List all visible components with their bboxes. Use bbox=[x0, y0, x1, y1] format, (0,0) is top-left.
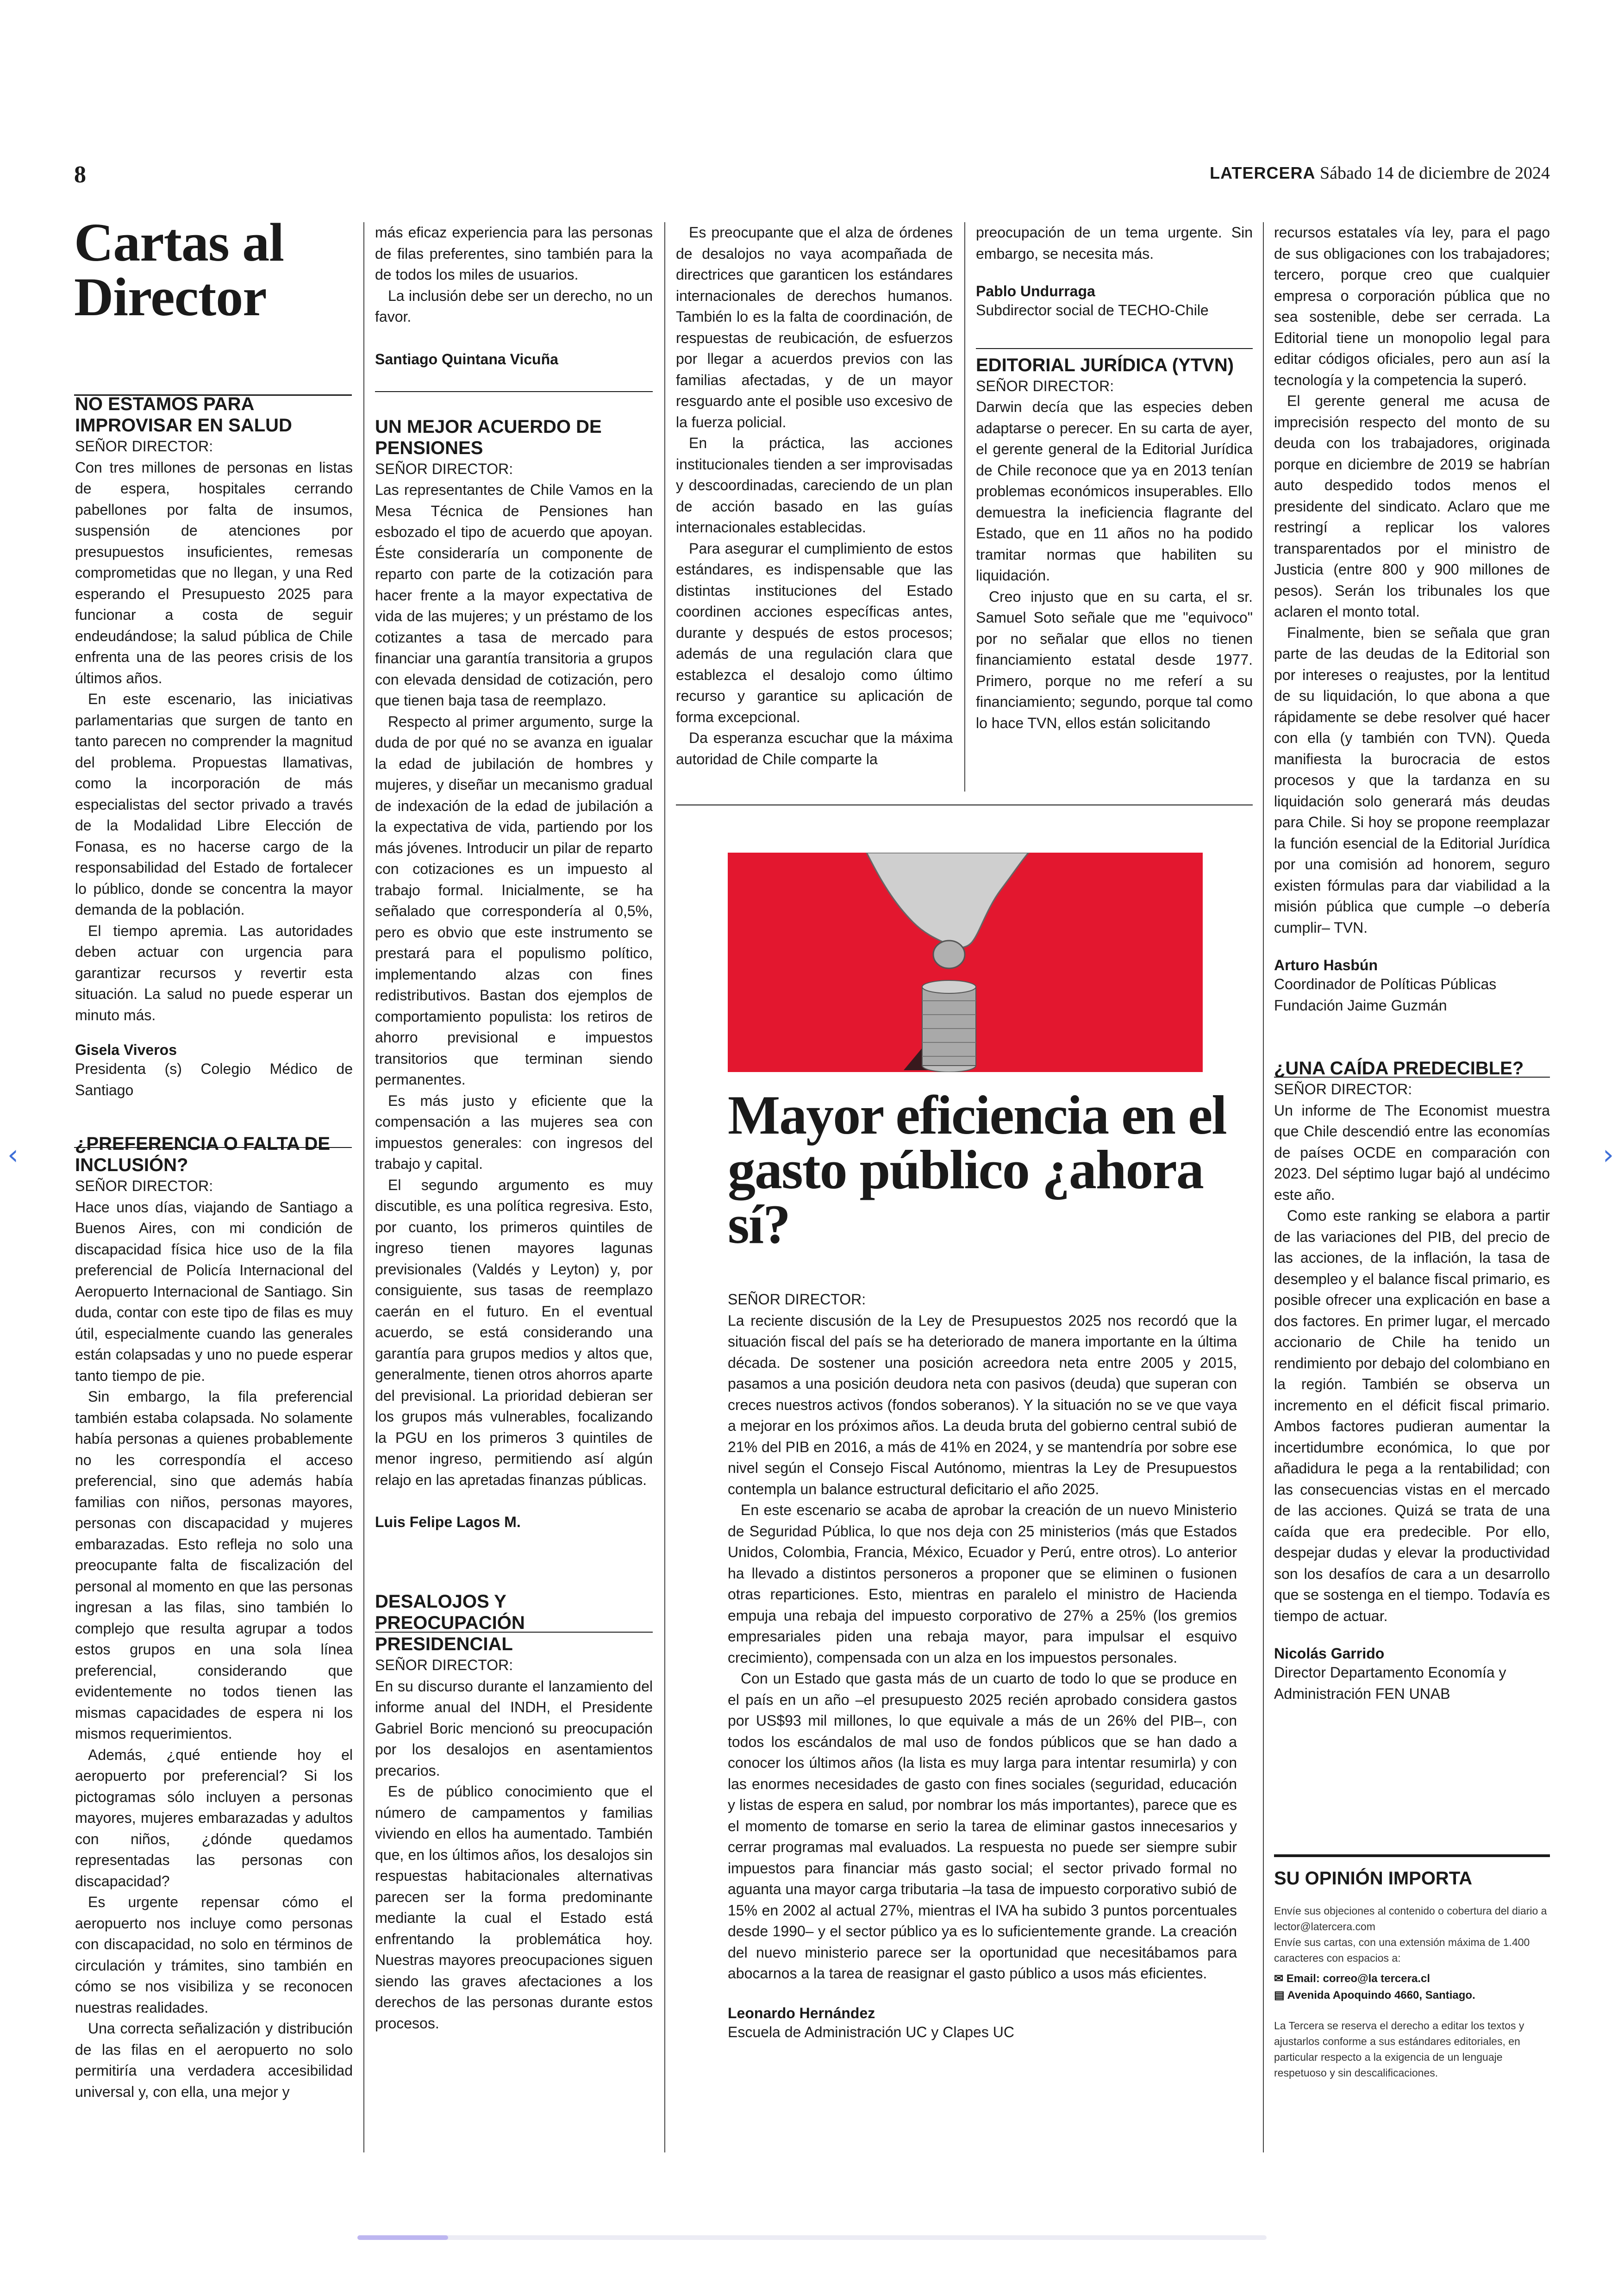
letter-paragraph: Creo injusto que en su carta, el sr. Samuel Soto señale que me "equivoco" por no señalar que ellos no tienen financiamiento estatal desde 1977. Primero, porque no me referí a su financiamiento; segundo, porque tal como lo hace TVN, ellos están solicitando bbox=[976, 588, 1253, 731]
letter-paragraph: Un informe de The Economist muestra que Chile descendió entre las economías de países OCDE en comparación con 2023. Del séptimo lugar bajó al undécimo este año. bbox=[1274, 1102, 1550, 1203]
signature-role: Administración FEN UNAB bbox=[1274, 1685, 1450, 1702]
letter-paragraph: En este escenario se acaba de aprobar la creación de un nuevo Ministerio de Seguridad Pública, lo que nos deja con 25 ministerios (más que Estados Unidos, Colombia, Francia, México, Ecuador y Perú, entre otros). Lo anterior ha llevado a distintos personeros a proponer que se eliminen o fusionen otras reparticiones. Esto, mientras en paralelo el ministro de Hacienda empuja una rebaja del impuesto corporativo de 27% a 25% (los gremios empresariales piden una rebaja mayor, para impulsar el esquivo crecimiento), compensada con un alza en los impuestos personales. bbox=[728, 1502, 1237, 1666]
signature-role: Fundación Jaime Guzmán bbox=[1274, 997, 1447, 1014]
letter-paragraph: En este escenario, las iniciativas parlamentarias que surgen de tanto en tanto parecen no comprender la magnitud del problema. Propuestas llamativas, como la incorporación de más especialistas del sector privado a través de la Modalidad Libre Elección de Fonasa, es no hacerse cargo de la responsabilidad del Estado de fortalecer lo público, donde se concentra la mayor demanda de la población. bbox=[75, 691, 353, 918]
letter-paragraph: Las representantes de Chile Vamos en la Mesa Técnica de Pensiones han esbozado el tipo de acuerdo que apoyan. Éste consideraría un componente de reparto con parte de la cotización para hacer frente a la mayor expectativa de vida de las mujeres; y un préstamo de los cotizantes a tasa de mercado para financiar una garantía transitoria a grupos con elevada densidad de cotización, pero que tienen baja tasa de reemplazo. bbox=[375, 481, 653, 709]
letter-paragraph: Es urgente repensar cómo el aeropuerto nos incluye como personas con discapacidad, no solo en términos de circulación y trámites, sino también en cómo se nos visibiliza y se reconocen nuestras realidades. bbox=[75, 1894, 353, 2016]
letter-paragraph: Para asegurar el cumplimiento de estos estándares, es indispensable que las distintas instituciones del Estado coordinen acciones específicas antes, durante y después de estos procesos; además de una regulación clara que establezca el desalojo como último recurso y garantice su aplicación de forma excepcional. bbox=[676, 540, 953, 725]
signature-name: Pablo Undurraga bbox=[976, 283, 1095, 299]
column-3 bbox=[676, 222, 953, 770]
letter-paragraph: Es preocupante que el alza de órdenes de desalojos no vaya acompañada de directrices que garanticen los estándares internacionales de derechos humanos. También lo es la falta de coordinación, de respuestas de reubicación, de esfuerzos por llegar a acuerdos previos con las familias afectadas, y de un mayor resguardo ante el posible uso excesivo de la fuerza policial. bbox=[676, 224, 953, 430]
feature-photo bbox=[728, 853, 1203, 1072]
letter-paragraph: preocupación de un tema urgente. Sin embargo, se necesita más. bbox=[976, 224, 1253, 262]
column-rule bbox=[964, 222, 965, 792]
salutation: SEÑOR DIRECTOR: bbox=[976, 377, 1114, 394]
letter-paragraph: La inclusión debe ser un derecho, no un favor. bbox=[375, 287, 653, 325]
letter-paragraph: En su discurso durante el lanzamiento del informe anual del INDH, el Presidente Gabriel Boric mencionó su preocupación por los desalojos en asentamientos precarios. bbox=[375, 1678, 653, 1779]
coin-stack-illustration bbox=[728, 853, 1203, 1072]
next-page-arrow-icon[interactable]: › bbox=[1603, 1139, 1614, 1171]
page-scrollbar[interactable] bbox=[357, 2235, 1267, 2240]
letter-paragraph: Sin embargo, la fila preferencial también estaba colapsada. No solamente había personas a quienes probablemente no les correspondía el acceso preferencial, sino que además había familias con niños, personas mayores, personas con discapacidad y mujeres embarazadas. Esto refleja no solo una preocupante falta de fiscalización del personal al momento en que las personas ingresan a las filas, sino también lo complejo que resulta agrupar a todos estos grupos en una sola línea preferencial, considerando que evidentemente no todos tienen las mismas capacidades de espera ni los mismos requerimientos. bbox=[75, 1388, 353, 1742]
letter-paragraph: más eficaz experiencia para las personas de filas preferentes, sino también para la de todos los miles de usuarios. bbox=[375, 224, 653, 283]
letter-headline: ¿UNA CAÍDA PREDECIBLE? bbox=[1274, 1058, 1524, 1079]
letter-headline: NO ESTAMOS PARA IMPROVISAR EN SALUD bbox=[75, 394, 292, 436]
signature-name: Luis Felipe Lagos M. bbox=[375, 1514, 521, 1530]
letter-paragraph: Con tres millones de personas en listas de espera, hospitales cerrando pabellones por falta de insumos, suspensión de atenciones por presupuestos insuficientes, remesas comprometidas que no llegan, y una Red esperando el Presupuesto 2025 para funcionar a costa de seguir endeudándose; la salud pública de Chile enfrenta una de las peores crisis de los últimos años. bbox=[75, 459, 353, 686]
letter-paragraph: recursos estatales vía ley, para el pago de sus obligaciones con los trabajadores; tercero, porque creo que cualquier empresa o corporación pública que no sea sostenible, debe ser cerrada. La Editorial tiene un monopolio legal para editar códigos oficiales, pero aun así la tecnología y la competencia la superó. bbox=[1274, 224, 1550, 388]
divider bbox=[676, 804, 1253, 805]
column-rule bbox=[664, 222, 665, 2152]
signature-name: Santiago Quintana Vicuña bbox=[375, 350, 558, 368]
letter-paragraph: Una correcta señalización y distribución de las filas en el aeropuerto no solo permitiría una verdadera accesibilidad universal y, con ella, una mejor y bbox=[75, 2020, 353, 2100]
signature-role: Escuela de Administración UC y Clapes UC bbox=[728, 2023, 1014, 2040]
page-scrollbar-thumb[interactable] bbox=[357, 2235, 448, 2240]
signature-name: Arturo Hasbún bbox=[1274, 957, 1378, 973]
column-2 bbox=[375, 222, 653, 2034]
signature-name: Leonardo Hernández bbox=[728, 2004, 875, 2021]
letter-paragraph: Hace unos días, viajando de Santiago a Buenos Aires, con mi condición de discapacidad física hice uso de la fila preferencial de Policía Internacional del Aeropuerto Internacional de Santiago. Sin duda, contar con este tipo de filas es muy útil, especialmente cuando las generales están colapsadas y uno no puede esperar tanto tiempo de pie. bbox=[75, 1198, 353, 1384]
column-1 bbox=[75, 393, 353, 2102]
signature-role: Presidenta (s) Colegio Médico de Santiago bbox=[75, 1060, 353, 1098]
column-rule bbox=[1263, 222, 1264, 2152]
signature-role: Subdirector social de TECHO-Chile bbox=[976, 302, 1209, 318]
letter-paragraph: El tiempo apremia. Las autoridades deben actuar con urgencia para garantizar recursos y revertir esta situación. La salud no puede esperar un minuto más. bbox=[75, 922, 353, 1023]
letter-paragraph: El segundo argumento es muy discutible, es una política regresiva. Esto, por cuanto, los primeros quintiles de ingreso tienen mayores lagunas previsionales (Valdés y Leyton) y, por consiguiente, sus tasas de reemplazo caerán en el futuro. En el eventual acuerdo, se está considerando una garantía para grupos medios y altos que, generalmente, tienen otros ahorros aparte del previsional. La prioridad debieran ser los grupos más vulnerables, focalizando la PGU en los primeros 3 quintiles de menor ingreso, permitiendo así algún relajo en las apretadas finanzas públicas. bbox=[375, 1176, 653, 1488]
letter-paragraph: La reciente discusión de la Ley de Presupuestos 2025 nos recordó que la situación fiscal del país se ha deteriorado de manera importante en la última década. De sostener una posición acreedora neta entre 2005 y 2015, pasamos a una posición deudora neta con pasivos (deuda) que superan con creces nuestros activos (fondos soberanos). Y la situación no se ve que vaya a mejorar en los próximos años. La deuda bruta del gobierno central subió de 21% del PIB en 2016, a más de 41% en 2024, y se mantendría por sobre ese nivel según el Consejo Fiscal Autónomo, mientras la Ley de Presupuestos contempla un balance estructural deficitario el año 2025. bbox=[728, 1312, 1237, 1497]
letter-paragraph: Respecto al primer argumento, surge la duda de por qué no se avanza en igualar la edad de jubilación de hombres y mujeres, y diseñar un mecanismo gradual de indexación de la edad de jubilación a la expectativa de vida, partiendo por los más jóvenes. Introducir un pilar de reparto con cotizaciones es un impuesto al trabajo formal. Inicialmente, se ha señalado que correspondería al 0,5%, pero es obvio que este instrumento se prestará para el populismo político, implementando alzas con fines redistributivos. Bastan dos ejemplos de comportamiento populista: los retiros de ahorro previsional e impuestos transitorios que terminan siendo permanentes. bbox=[375, 713, 653, 1088]
letter-paragraph: Además, ¿qué entiende hoy el aeropuerto por preferencial? Si los pictogramas sólo incluyen a personas mayores, mujeres embarazadas y adultos con niños, ¿dónde quedamos representadas las personas con discapacidad? bbox=[75, 1746, 353, 1890]
salutation: SEÑOR DIRECTOR: bbox=[75, 438, 213, 455]
signature-name: Nicolás Garrido bbox=[1274, 1645, 1385, 1662]
column-5 bbox=[1274, 222, 1550, 1704]
letter-paragraph: El gerente general me acusa de imprecisión respecto del monto de su deuda con los trabajadores, originada porque en diciembre de 2019 se habrían auto despedido todos menos el presidente del sindicato. Aclaro que me restringí a replicar los valores transparentados por el ministro de Justicia (entre 800 y 900 millones de pesos). Serán los tribunales los que aclaren el monto total. bbox=[1274, 393, 1550, 620]
opinion-email: ✉ Email: correo@la tercera.cl bbox=[1274, 1972, 1430, 1985]
letter-headline: DESALOJOS Y PREOCUPACIÓN PRESIDENCIAL bbox=[375, 1591, 525, 1654]
letter-headline: UN MEJOR ACUERDO DE PENSIONES bbox=[375, 416, 602, 458]
feature-letter bbox=[728, 1289, 1237, 2043]
opinion-text: Envíe sus objeciones al contenido o cobertura del diario a lector@latercera.com bbox=[1274, 1905, 1547, 1933]
opinion-note: La Tercera se reserva el derecho a editar los textos y ajustarlos conforme a sus estándares editoriales, en particular respecto a la exigencia de un lenguaje respetuoso y sin descalificaciones. bbox=[1274, 2020, 1524, 2079]
letter-headline: EDITORIAL JURÍDICA (YTVN) bbox=[976, 355, 1234, 375]
letter-paragraph: Con un Estado que gasta más de un cuarto de todo lo que se produce en el país en un año –el presupuesto 2025 recién aprobado considera gastos por US$93 mil millones, lo que equivale a más de un 26% del PIB–, con todos los escándalos de mal uso de fondos públicos que se han dado a conocer los últimos años (la lista es muy larga para intentar resumirla) y con las enormes necesidades de gasto con fines sociales (seguridad, educación y listas de espera en salud, por nombrar los más importantes), parece que es el momento de tomarse en serio la tarea de eliminar gastos innecesarios y cerrar programas mal evaluados. La respuesta no puede ser siempre subir impuestos para financiar más gasto social; el sector privado formal no aguanta una mayor carga tributaria –la tasa de impuesto corporativo subió de 15% en 2002 al actual 27%, mientras el IVA ha subido 3 puntos porcentuales desde 1990– y el sector público ya es lo suficientemente grande. La creación del nuevo ministerio parece ser la oportunidad que necesitábamos para abocarnos a la tarea de reasignar el gasto público a usos más eficientes. bbox=[728, 1670, 1237, 1982]
letter-paragraph: Darwin decía que las especies deben adaptarse o perecer. En su carta de ayer, el gerente general de la Editorial Jurídica de Chile reconoce que ya en 2013 tenían problemas económicos insuperables. Ello demuestra la ineficiencia flagrante del Estado, que en 11 años no ha podido tramitar normas que habiliten su liquidación. bbox=[976, 399, 1253, 584]
envelope-icon: ✉ bbox=[1274, 1972, 1287, 1985]
signature-role: Director Departamento Economía y bbox=[1274, 1664, 1506, 1681]
opinion-box bbox=[1274, 1857, 1550, 2081]
letter-paragraph: Finalmente, bien se señala que gran parte de las deudas de la Editorial son por intereses o reajustes, por la lentitud de su liquidación, lo que abona a que rápidamente se debe resolver qué hacer con ella (y también con TVN). Queda manifiesta la burocracia de estos procesos y que la tardanza en su liquidación solo generará más deudas para Chile. Si hoy se propone reemplazar la función esencial de la Editorial Jurídica por una comisión ad honorem, seguro existen fórmulas para dar viabilidad a la misión pública que cumple –o debería cumplir– TVN. bbox=[1274, 624, 1550, 936]
feature-headline: Mayor eficiencia en el gasto público ¿ahora sí? bbox=[728, 1084, 1226, 1255]
signature-role: Coordinador de Políticas Públicas bbox=[1274, 976, 1497, 992]
letter-paragraph: Es más justo y eficiente que la compensación a las mujeres sea con impuestos generales: con ingresos del trabajo y capital. bbox=[375, 1092, 653, 1172]
salutation: SEÑOR DIRECTOR: bbox=[375, 460, 513, 477]
section-title: Cartas al Director bbox=[74, 212, 284, 327]
issue-date: Sábado 14 de diciembre de 2024 bbox=[1319, 163, 1550, 183]
previous-page-arrow-icon[interactable]: ‹ bbox=[7, 1139, 19, 1171]
letter-paragraph: Es de público conocimiento que el número de campamentos y familias viviendo en ellos ha aumentado. También que, en los últimos años, los desalojos sin respuestas habitacionales alternativas parecen ser la forma predominante mediante la cual el Estado está enfrentando la problemática hoy. Nuestras mayores preocupaciones siguen siendo las graves afectaciones a los derechos de las personas durante estos procesos. bbox=[375, 1783, 653, 2032]
letter-paragraph: En la práctica, las acciones institucionales tienden a ser improvisadas y descoordinadas, careciendo de un plan de acción basado en las guías internacionales establecidas. bbox=[676, 435, 953, 536]
salutation: SEÑOR DIRECTOR: bbox=[75, 1178, 213, 1194]
opinion-title: SU OPINIÓN IMPORTA bbox=[1274, 1868, 1473, 1889]
salutation: SEÑOR DIRECTOR: bbox=[728, 1291, 866, 1308]
letter-paragraph: Como este ranking se elabora a partir de las variaciones del PIB, del precio de las acciones, de la inflación, la tasa de desempleo y el balance fiscal primario, es posible ofrecer una explicación en base a dos factores. En primer lugar, el mercado accionario de Chile ha tenido un rendimiento por debajo del colombiano en la región. También se observa un incremento en el déficit fiscal primario. Ambos factores pudieran aumentar la incertidumbre económica, lo que por añadidura le pega a la rentabilidad; con las consecuencias vistas en el mercado de las acciones. Quizá se trata de una caída que era predecible. Por ello, despejar dudas y elevar la productividad son los desafíos de cara a un desarrollo que se sostenga en el tiempo. Todavía es tiempo de actuar. bbox=[1274, 1207, 1550, 1624]
salutation: SEÑOR DIRECTOR: bbox=[375, 1657, 513, 1673]
masthead bbox=[1210, 163, 1550, 183]
column-rule bbox=[363, 222, 364, 2152]
page-number: 8 bbox=[74, 162, 86, 188]
salutation: SEÑOR DIRECTOR: bbox=[1274, 1081, 1412, 1098]
signature-name: Gisela Viveros bbox=[75, 1041, 177, 1058]
mailbox-icon: ▤ bbox=[1274, 1989, 1287, 2002]
column-4 bbox=[976, 222, 1253, 734]
brand-name: LATERCERA bbox=[1210, 163, 1316, 182]
letter-headline: ¿PREFERENCIA O FALTA DE INCLUSIÓN? bbox=[75, 1134, 331, 1175]
opinion-text: Envíe sus cartas, con una extensión máxima de 1.400 caracteres con espacios a: bbox=[1274, 1936, 1530, 1964]
opinion-address: ▤ Avenida Apoquindo 4660, Santiago. bbox=[1274, 1989, 1475, 2002]
letter-paragraph: Da esperanza escuchar que la máxima autoridad de Chile comparte la bbox=[676, 730, 953, 767]
